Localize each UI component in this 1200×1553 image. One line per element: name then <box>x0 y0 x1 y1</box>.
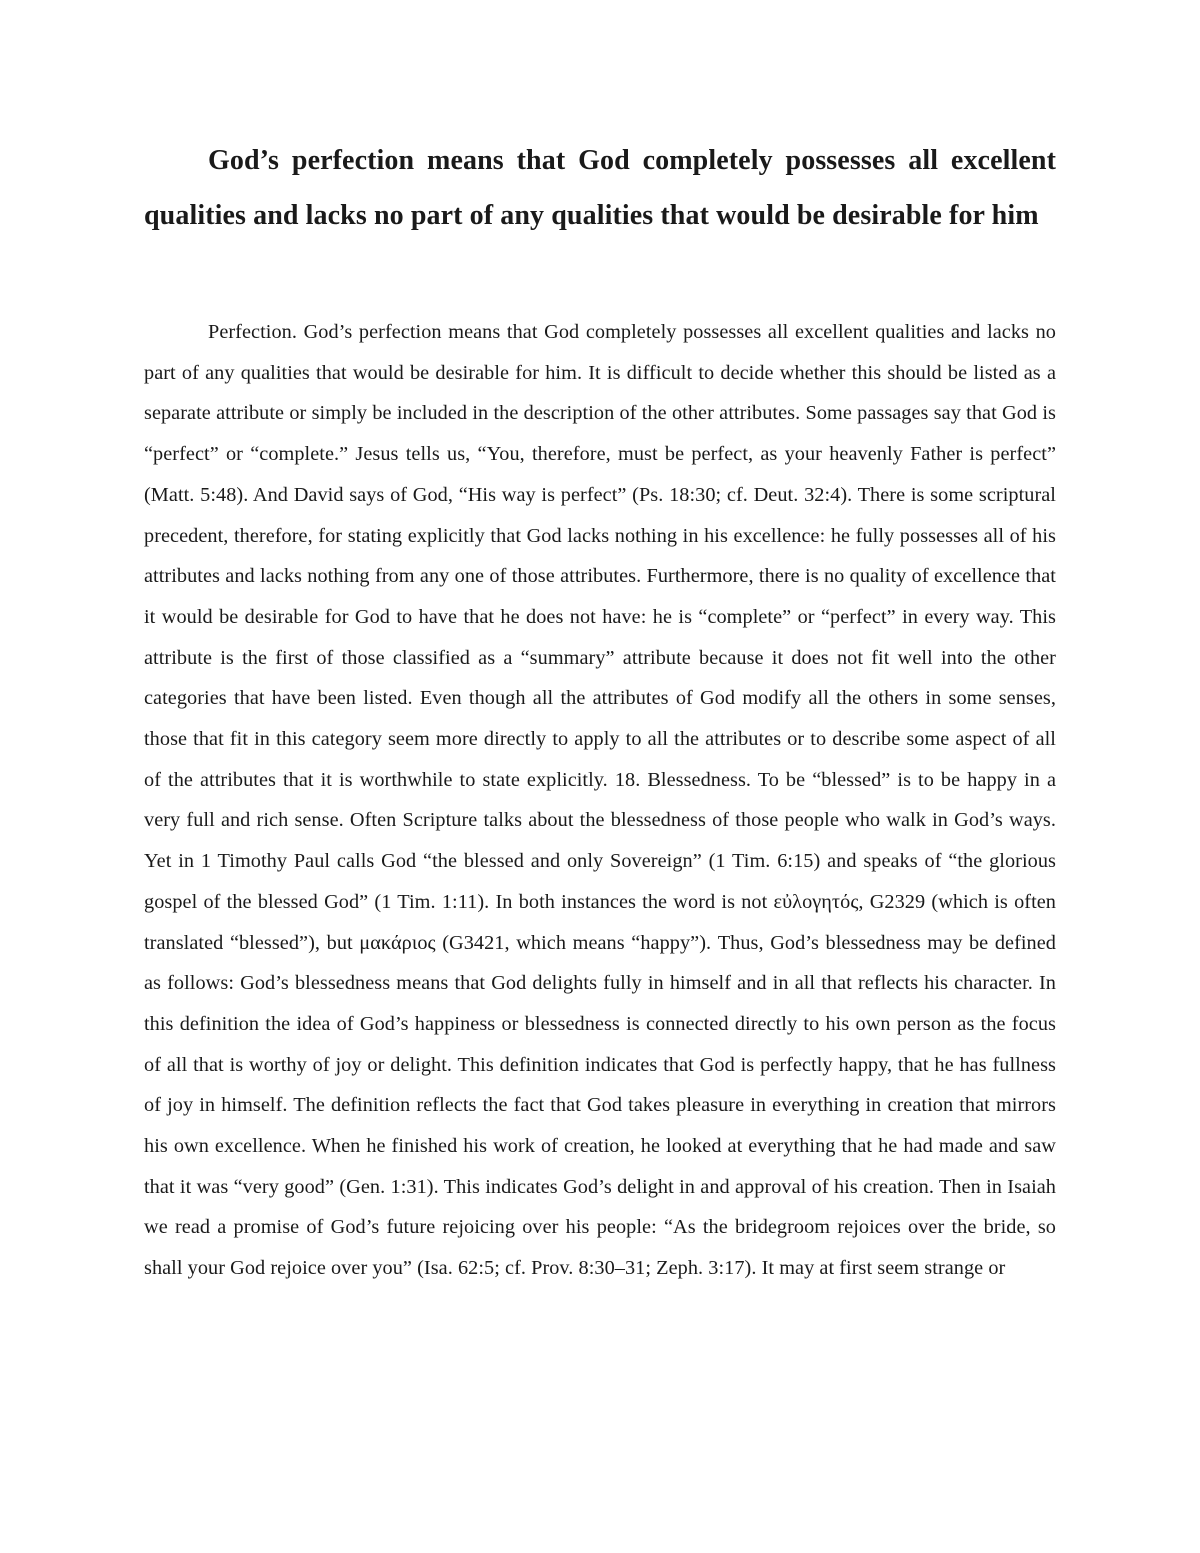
document-heading: God’s perfection means that God completely possesses all excellent qualities and lacks no part of any qualities that would be desirable for him <box>144 145 1056 231</box>
document-body-paragraph: Perfection. God’s perfection means that God completely possesses all excellent qualities and lacks no part of any qualities that would be desirable for him. It is difficult to decide whether this should be listed as a separate attribute or simply be included in the description of the other attributes. Some passages say that God is “perfect” or “complete.” Jesus tells us, “You, therefore, must be perfect, as your heavenly Father is perfect” (Matt. 5:48). And David says of God, “His way is perfect” (Ps. 18:30; cf. Deut. 32:4). There is some scriptural precedent, therefore, for stating explicitly that God lacks nothing in his excellence: he fully possesses all of his attributes and lacks nothing from any one of those attributes. Furthermore, there is no quality of excellence that it would be desirable for God to have that he does not have: he is “complete” or “perfect” in every way. This attribute is the first of those classified as a “summary” attribute because it does not fit well into the other categories that have been listed. Even though all the attributes of God modify all the others in some senses, those that fit in this category seem more directly to apply to all the attributes or to describe some aspect of all of the attributes that it is worthwhile to state explicitly. 18. Blessedness. To be “blessed” is to be happy in a very full and rich sense. Often Scripture talks about the blessedness of those people who walk in God’s ways. Yet in 1 Timothy Paul calls God “the blessed and only Sovereign” (1 Tim. 6:15) and speaks of “the glorious gospel of the blessed God” (1 Tim. 1:11). In both instances the word is not εὐλογητός, G2329 (which is often translated “blessed”), but μακάριος (G3421, which means “happy”). Thus, God’s blessedness may be defined as follows: God’s blessedness means that God delights fully in himself and in all that reflects his character. In this definition the idea of God’s happiness or blessedness is connected directly to his own person as the focus of all that is worthy of joy or delight. This definition indicates that God is perfectly happy, that he has fullness of joy in himself. The definition reflects the fact that God takes pleasure in everything in creation that mirrors his own excellence. When he finished his work of creation, he looked at everything that he had made and saw that it was “very good” (Gen. 1:31). This indicates God’s delight in and approval of his creation. Then in Isaiah we read a promise of God’s future rejoicing over his people: “As the bridegroom rejoices over the bride, so shall your God rejoice over you” (Isa. 62:5; cf. Prov. 8:30–31; Zeph. 3:17). It may at first seem strange or <box>144 321 1056 1280</box>
